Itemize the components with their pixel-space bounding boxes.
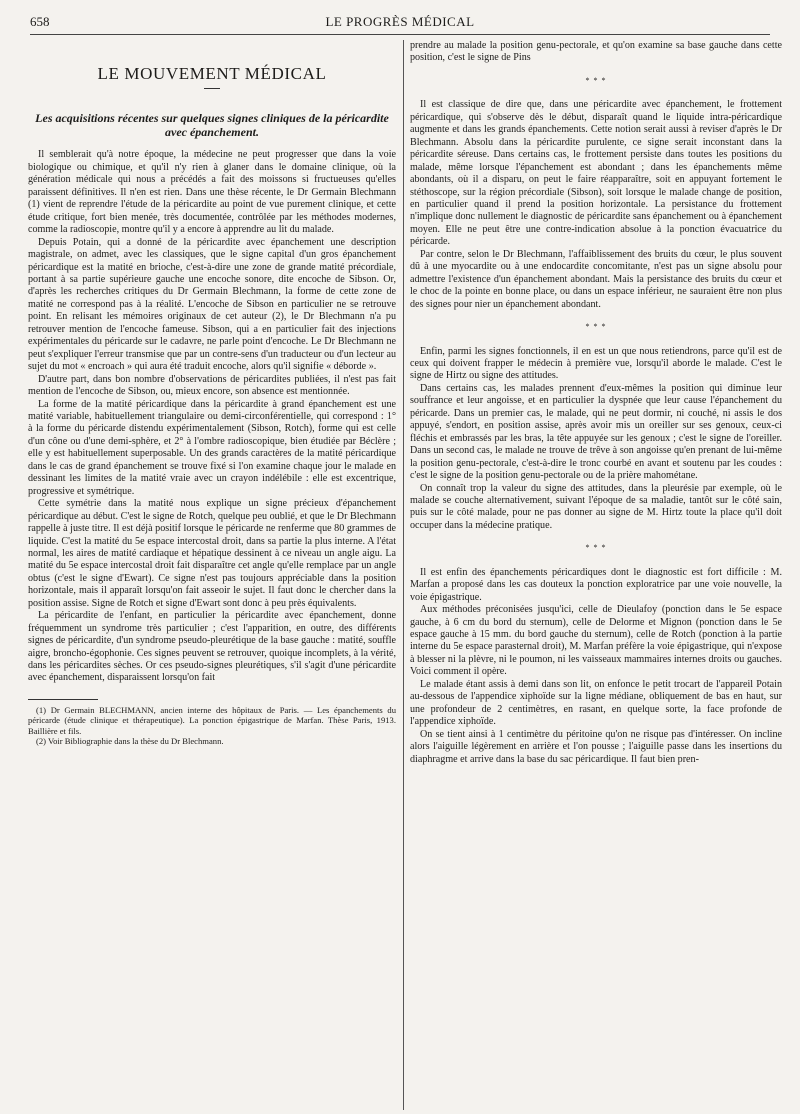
section-heading: LE MOUVEMENT MÉDICAL (97, 64, 327, 83)
paragraph: Aux méthodes préconisées jusqu'ici, celle de Dieulafoy (ponction dans le 5e espace gauche, à 6 cm du bord du sternum), celle de Delorme et Mignon (ponction dans le 5e espace gauche à 15 mm. du bord gauche du sternum), celle de Rotch (ponction à la partie interne du 5e espace parasternal droit), M. Marfan préfère la voie épigastrique, qui n'expose à blesser ni la plèvre, ni le poumon, ni les vaisseaux mammaires internes droits ou gauches. Voici comment il opère. (410, 604, 782, 678)
paragraph: Cette symétrie dans la matité nous explique un signe précieux d'épanchement péricardique au début. C'est le signe de Rotch, quelque peu oublié, et que le Dr Blechmann rappelle à juste titre. Il est déjà positif lorsque le péricarde ne renferme que 80 grammes de liquide. C'est la matité du 5e espace intercostal droit, dans sa partie la plus interne. A l'état normal, les aires de matité cardiaque et hépatique dessinent à ce niveau un angle aigu. La matité du 5e espace intercostal droit fait disparaître cet angle qu'elle remplace par un angle obtus (c'est le signe d'Ewart). Ce signe n'est pas toujours appréciable dans la position horizontale, mais il apparaît lorsqu'on fait asseoir le sujet. Il faut donc le chercher dans la position assise. Signe de Rotch et signe d'Ewart sont donc à peu près équivalents. (28, 498, 396, 609)
journal-title: LE PROGRÈS MÉDICAL (325, 14, 475, 29)
paragraph: Il est classique de dire que, dans une péricardite avec épanchement, le frottement péricardique, qui s'observe dès le début, disparaît quand le liquide intra-péricardique augmente et dans les grands épanchements. Cette notion serait aussi à reviser d'après le Dr Blechmann. Absolu dans la péricardite purulente, ce signe serait inconstant dans la péricardite séreuse. Dans certains cas, le frottement persiste dans toutes les positions du malade, même lorsque l'épanchement est abondant ; dans les épanchements même abondants, où il a disparu, on peut le faire réapparaître, soit en appuyant fortement le stéthoscope, sur la région précordiale (Sibson), soit lorsque le malade change de position, en particulier quand il prend la position horizontale. La persistance du frottement n'implique donc nullement le diagnostic de péricardite sans épanchement ou à épanchement moyen. Elle ne peut être une contre-indication absolue à la ponction évacuatrice du péricarde. (410, 99, 782, 248)
paragraph: Le malade étant assis à demi dans son lit, on enfonce le petit trocart de l'appareil Potain au-dessous de l'appendice xiphoïde sur la ligne médiane, obliquement de bas en haut, sur une profondeur de 2 centimètres, en rasant, en quelque sorte, la face profonde de l'appendice xiphoïde. (410, 678, 782, 728)
paragraph: La péricardite de l'enfant, en particulier la péricardite avec épanchement, donne fréquemment un syndrome très particulier ; c'est l'apparition, en outre, des différents signes de péricardite, d'un syndrome pseudo-pleurétique de la base gauche : matité, souffle aigre, broncho-égophonie. Ces signes peuvent se retrouver, quoique incomplets, à la vérité, dans les péricardites sèches. Or ces pseudo-signes pleurétiques, s'il s'agit d'une péricardite avec épanchement, disparaissent lorsqu'on fait (28, 610, 396, 684)
paragraph: Enfin, parmi les signes fonctionnels, il en est un que nous retiendrons, parce qu'il est de ceux qui doivent frapper le médecin à première vue, lorsqu'il aborde le malade. C'est le signe de Hirtz ou signe des attitudes. (410, 345, 782, 382)
footnote: (2) Voir Bibliographie dans la thèse du Dr Blechmann. (36, 736, 224, 747)
section-separator: * * * (585, 543, 607, 553)
paragraph: Il semblerait qu'à notre époque, la médecine ne peut progresser que dans la voie biologique ou chimique, et qu'il n'y rien à glaner dans le domaine clinique, où la génération médicale qui nous a précédés a fait des moissons si fructueuses qu'elles paraissent définitives. Il n'en est rien. Dans une thèse récente, le Dr Germain Blechmann (1) vient de reprendre l'étude de la péricardite au point de vue purement clinique, et cette étude critique, fort bien menée, très documentée, contrôlée par les méthodes modernes, comme la radioscopie, montre qu'il y a encore à apprendre au lit du malade. (28, 149, 396, 236)
paragraph: Dans certains cas, les malades prennent d'eux-mêmes la position qui diminue leur souffrance et leur angoisse, et en particulier la dyspnée que leur cause l'épanchement du péricarde. Dans un premier cas, le malade, qui ne peut dormir, ni couché, ni assis le dos appuyé, s'endort, en position assise, après avoir mis un oreiller sur ses genoux, ceux-ci fléchis et embrassés par les bras, la tête appuyée sur les genoux ; c'est le signe de l'oreiller. Dans un second cas, le malade ne trouve de trêve à son angoisse qu'en prenant de lui-même la position genu-pectorale, c'est-à-dire le tronc courbé en avant et soutenu par les coudes : c'est le signe de la position genu-pectorale ou de la prière mahométane. (410, 382, 782, 482)
column-divider (403, 40, 404, 1110)
left-column (28, 40, 396, 747)
paragraph: Par contre, selon le Dr Blechmann, l'affaiblissement des bruits du cœur, le plus souvent dû à une myocardite ou à une endocardite concomitante, n'est pas un signe absolu pour admettre l'existence d'un épanchement abondant. Mais la persistance des bruits du cœur et le choc de la pointe en bonne place, ou dans un espace inférieur, ne sauraient être non plus des signes pour nier un épanchement abondant. (410, 248, 782, 310)
section-separator: * * * (585, 322, 607, 332)
right-column (410, 40, 782, 766)
running-head (30, 12, 770, 35)
page-number: 658 (30, 14, 50, 29)
footnote: (1) Dr Germain BLECHMANN, ancien interne des hôpitaux de Paris. — Les épanchements du péricarde (étude clinique et thérapeutique). La ponction épigastrique de Marfan. Thèse Paris, 1913. Baillière et fils. (28, 704, 396, 736)
paragraph: D'autre part, dans bon nombre d'observations de péricardites publiées, il n'est pas fait mention de l'encoche de Sibson, ou, mieux encore, son absence est mentionnée. (28, 373, 396, 398)
continuation-text: prendre au malade la position genu-pectorale, et qu'on examine sa base gauche dans cette position, c'est le signe de Pins (410, 40, 782, 64)
paragraph: On connaît trop la valeur du signe des attitudes, dans la pleurésie par exemple, où le malade se couche alternativement, suivant l'époque de sa maladie, tantôt sur le côté sain, puis sur le côté malade, pour ne pas donner au signe de M. Hirtz toute la place qu'il doit occuper dans la médecine pratique. (410, 482, 782, 531)
heading-rule (204, 88, 220, 89)
paragraph: On se tient ainsi à 1 centimètre du péritoine qu'on ne risque pas d'intéresser. On incline alors l'aiguille légèrement en arrière et l'on pousse ; l'aiguille passe dans les insertions du diaphragme et arrive dans la base du sac péricardique. Il faut bien pren- (410, 728, 782, 765)
paragraph: Depuis Potain, qui a donné de la péricardite avec épanchement une description magistrale, on admet, avec les classiques, que le signe capital d'un gros épanchement péricardique est la matité en brioche, c'est-à-dire une zone de grande matité précordiale, portant à sa partie supérieure gauche une encoche sonore, dite encoche de Sibson. Or, d'après les recherches critiques du Dr Germain Blechmann, la forme de cette zone de matité ne correspond pas à la réalité. L'encoche de Sibson en particulier ne se retrouve point. En relisant les mémoires originaux de cet auteur (2), le Dr Blechmann n'a pu retrouver mention de l'encoche fameuse. Sibson, qui a en particulier fait des injections expérimentales du péricarde sur le cadavre, ne parle point d'encoche. Le Dr Blechmann ne peut s'expliquer l'erreur transmise que par un contre-sens d'un traducteur ou d'un lecteur au sujet du mot « encroach » qui aura été traduit encoche, alors qu'il signifie « déborde ». (28, 236, 396, 373)
section-separator: * * * (585, 75, 607, 85)
footnote-rule (28, 699, 98, 700)
article-title: Les acquisitions récentes sur quelques signes cliniques de la péricardite avec épanchement. (35, 111, 389, 140)
paragraph: La forme de la matité péricardique dans la péricardite à grand épanchement est une matité variable, habituellement triangulaire ou demi-circonférentielle, qui correspond : 1° à la forme du péricarde distendu expérimentalement (Sibson, Rotch), forme qui est celle d'un cône ou d'une demi-sphère, et 2° à l'ombre radioscopique, bien étudiée par Béclère ; elle y est habituellement superposable. Un des grands caractères de la matité péricardique dans le cas de grand épanchement se trouve fixé si l'on examine chaque jour le malade en dessinant les limites de la matité vraie avec un crayon indélébile : elle est excentrique, progressive et symétrique. (28, 398, 396, 497)
paragraph: Il est enfin des épanchements péricardiques dont le diagnostic est fort difficile : M. Marfan a proposé dans les cas douteux la ponction exploratrice par une voie nouvelle, la voie épigastrique. (410, 566, 782, 603)
